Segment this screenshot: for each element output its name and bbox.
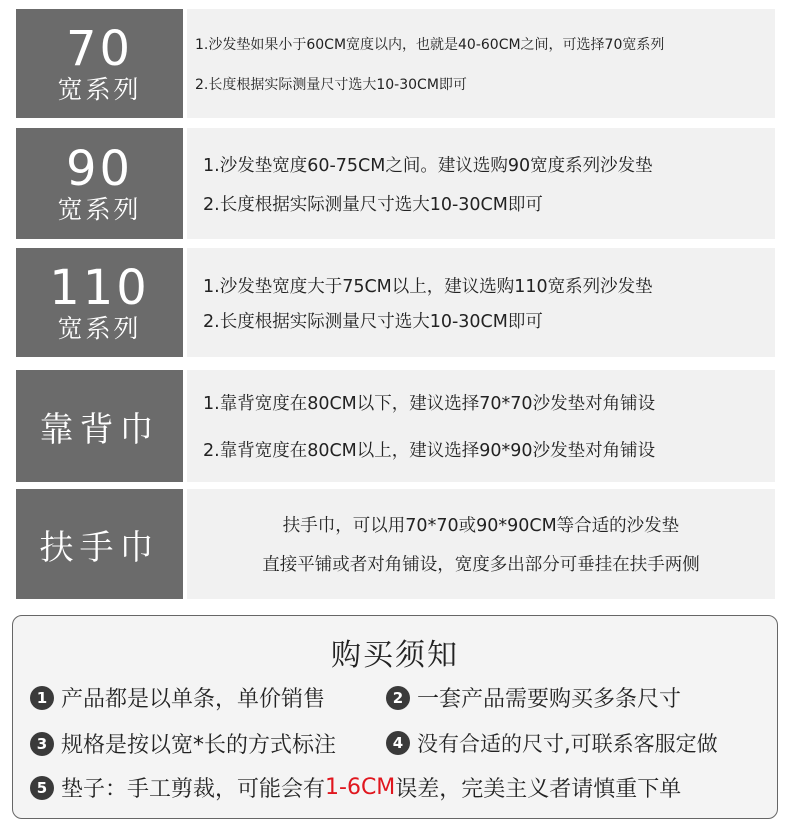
description-line: 2.靠背宽度在80CM以上，建议选择90*90沙发垫对角铺设 (203, 441, 656, 461)
size-label (16, 128, 183, 239)
notice-item-5 (30, 772, 681, 803)
description-line: 2.长度根据实际测量尺寸选大10-30CM即可 (195, 76, 467, 93)
purchase-notice (12, 615, 778, 819)
number-2-icon: 2 (386, 686, 410, 710)
size-label (16, 9, 183, 118)
size-number: 110 (49, 259, 150, 316)
size-label (16, 248, 183, 357)
number-1-icon: 1 (30, 686, 54, 710)
notice-item-text: 规格是按以宽*长的方式标注 (61, 733, 337, 758)
description-line: 1.沙发垫如果小于60CM宽度以内，也就是40-60CM之间，可选择70宽系列 (195, 36, 665, 53)
description-line: 扶手巾，可以用70*70或90*90CM等合适的沙发垫 (282, 516, 680, 536)
arm-towel-label (16, 489, 183, 599)
notice-item-1 (30, 682, 325, 713)
number-4-icon: 4 (386, 731, 410, 755)
series-label: 宽系列 (57, 194, 142, 224)
size-description (187, 248, 775, 357)
arm-towel-title: 扶手巾 (39, 527, 160, 568)
notice-item-text: 产品都是以单条，单价销售 (61, 687, 326, 712)
number-5-icon: 5 (30, 776, 54, 800)
size-description (187, 9, 775, 118)
notice-item-2 (386, 682, 681, 713)
description-line: 1.沙发垫宽度大于75CM以上，建议选购110宽系列沙发垫 (203, 276, 653, 297)
notice-item-text: 没有合适的尺寸,可联系客服定做 (417, 732, 718, 756)
size-number: 70 (65, 20, 134, 77)
notice-item-text: 垫子：手工剪裁，可能会有 (61, 777, 326, 802)
notice-item-text: 一套产品需要购买多条尺寸 (417, 687, 682, 712)
series-label: 宽系列 (57, 313, 142, 343)
description-line: 1.沙发垫宽度60-75CM之间。建议选购90宽度系列沙发垫 (203, 155, 653, 176)
back-towel-label (16, 370, 183, 482)
arm-towel-row (16, 489, 775, 599)
size-row-70 (16, 9, 775, 118)
series-label: 宽系列 (57, 74, 142, 104)
notice-item-4 (386, 728, 718, 758)
size-number: 90 (65, 140, 134, 197)
description-line: 直接平铺或者对角铺设，宽度多出部分可垂挂在扶手两侧 (262, 555, 700, 575)
size-description (187, 128, 775, 239)
description-line: 2.长度根据实际测量尺寸选大10-30CM即可 (203, 311, 543, 332)
description-line: 1.靠背宽度在80CM以下，建议选择70*70沙发垫对角铺设 (203, 394, 656, 414)
arm-towel-description (187, 489, 775, 599)
number-3-icon: 3 (30, 732, 54, 756)
size-row-110 (16, 248, 775, 357)
notice-item-3 (30, 728, 336, 759)
size-row-90 (16, 128, 775, 239)
error-range-highlight: 1-6CM (325, 775, 396, 800)
notice-item-text: 误差，完美主义者请慎重下单 (395, 777, 682, 802)
back-towel-title: 靠背巾 (39, 409, 160, 450)
description-line: 2.长度根据实际测量尺寸选大10-30CM即可 (203, 194, 543, 215)
back-towel-description (187, 370, 775, 482)
back-towel-row (16, 370, 775, 482)
notice-title: 购买须知 (331, 638, 459, 673)
